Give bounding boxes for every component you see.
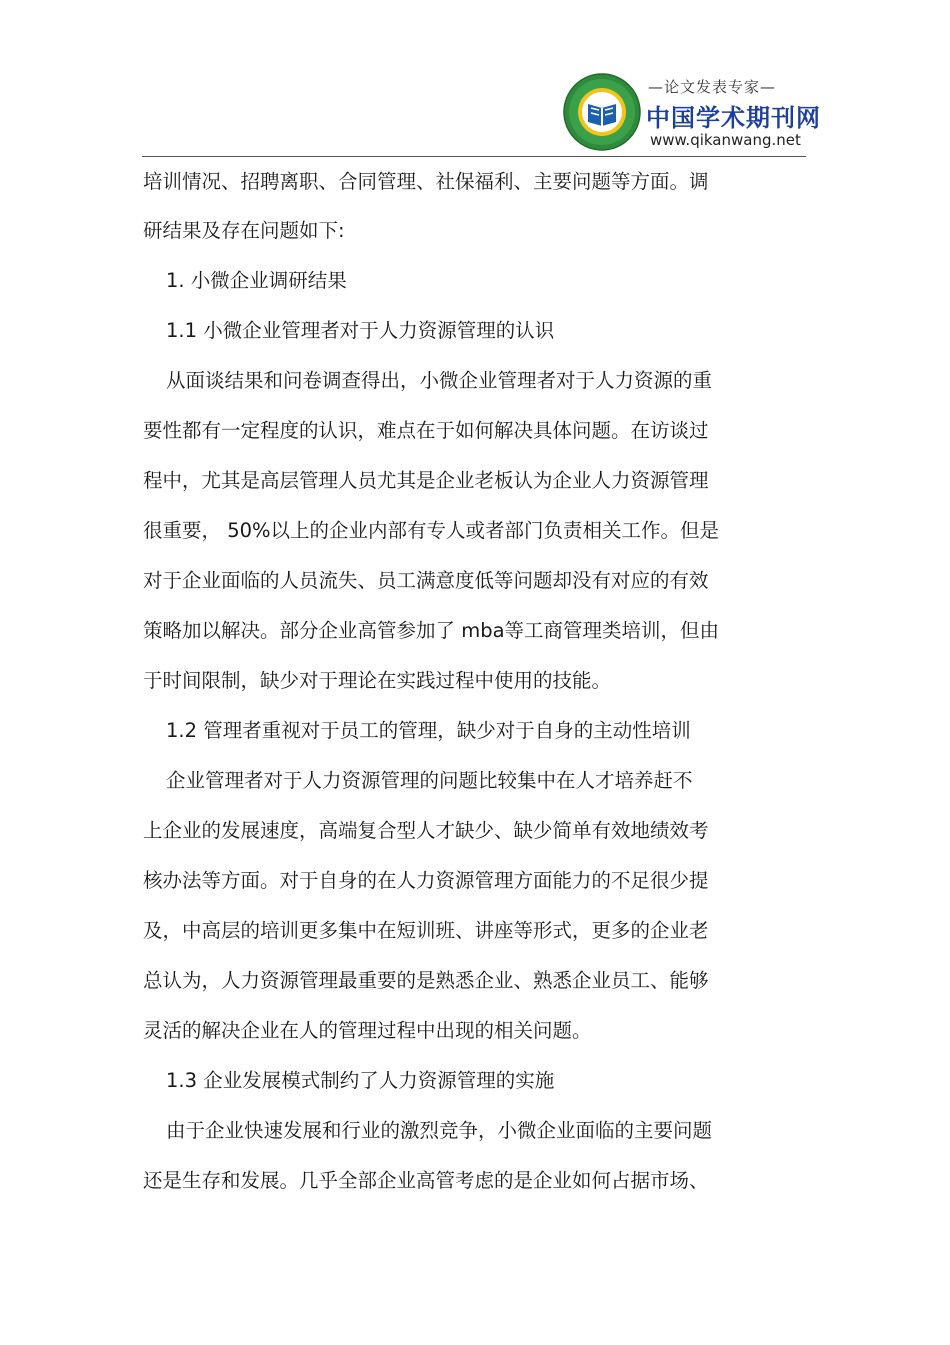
text-line: 于时间限制，缺少对于理论在实践过程中使用的技能。	[143, 669, 612, 692]
text-line: 策略加以解决。部分企业高管参加了 mba等工商管理类培训，但由	[143, 619, 720, 642]
header-divider	[142, 156, 806, 157]
text-line: 培训情况、招聘离职、合同管理、社保福利、主要问题等方面。调	[143, 170, 709, 193]
section-heading: 1. 小微企业调研结果	[166, 269, 347, 292]
page-header	[0, 0, 950, 160]
text-line: 企业管理者对于人力资源管理的问题比较集中在人才培养赶不	[166, 769, 693, 792]
text-line: 对于企业面临的人员流失、员工满意度低等问题却没有对应的有效	[143, 569, 709, 592]
subsection-heading: 1.1 小微企业管理者对于人力资源管理的认识	[166, 319, 555, 342]
text-line: 灵活的解决企业在人的管理过程中出现的相关问题。	[143, 1019, 592, 1042]
logo-url: www.qikanwang.net	[650, 131, 801, 149]
logo-tagline: —论文发表专家—	[648, 78, 777, 96]
text-line: 还是生存和发展。几乎全部企业高管考虑的是企业如何占据市场、	[143, 1169, 709, 1192]
subsection-heading: 1.3 企业发展模式制约了人力资源管理的实施	[166, 1069, 555, 1092]
subsection-heading: 1.2 管理者重视对于员工的管理，缺少对于自身的主动性培训	[166, 719, 691, 742]
globe-book-seal-icon	[562, 72, 642, 152]
text-line: 很重要， 50%以上的企业内部有专人或者部门负责相关工作。但是	[143, 519, 720, 542]
journal-logo	[562, 70, 821, 156]
text-line: 由于企业快速发展和行业的激烈竞争，小微企业面临的主要问题	[166, 1119, 713, 1142]
text-line: 要性都有一定程度的认识，难点在于如何解决具体问题。在访谈过	[143, 419, 709, 442]
text-line: 程中，尤其是高层管理人员尤其是企业老板认为企业人力资源管理	[143, 469, 709, 492]
text-line: 核办法等方面。对于自身的在人力资源管理方面能力的不足很少提	[143, 869, 709, 892]
text-line: 从面谈结果和问卷调查得出，小微企业管理者对于人力资源的重	[166, 369, 713, 392]
logo-brand-name: 中国学术期刊网	[646, 104, 821, 132]
text-line: 上企业的发展速度，高端复合型人才缺少、缺少简单有效地绩效考	[143, 819, 709, 842]
text-line: 总认为，人力资源管理最重要的是熟悉企业、熟悉企业员工、能够	[143, 969, 709, 992]
text-line: 及，中高层的培训更多集中在短训班、讲座等形式，更多的企业老	[143, 919, 709, 942]
text-line: 研结果及存在问题如下:	[143, 219, 345, 242]
